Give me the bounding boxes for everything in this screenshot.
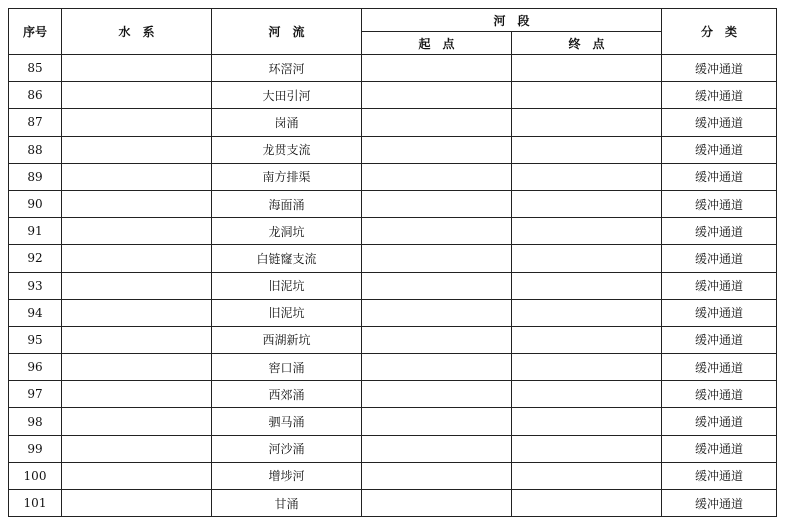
- cell-category: 缓冲通道: [662, 218, 777, 245]
- table-row: [9, 299, 777, 326]
- cell-water-system: [62, 354, 212, 381]
- cell-end: [512, 163, 662, 190]
- table-row: [9, 381, 777, 408]
- cell-river: 龙洞坑: [212, 218, 362, 245]
- cell-category: 缓冲通道: [662, 245, 777, 272]
- cell-start: [362, 245, 512, 272]
- cell-seq: 90: [9, 190, 62, 217]
- cell-seq: 94: [9, 299, 62, 326]
- cell-category: 缓冲通道: [662, 299, 777, 326]
- cell-water-system: [62, 326, 212, 353]
- cell-start: [362, 272, 512, 299]
- cell-water-system: [62, 299, 212, 326]
- cell-seq: 96: [9, 354, 62, 381]
- cell-end: [512, 299, 662, 326]
- table-row: [9, 272, 777, 299]
- table-row: [9, 435, 777, 462]
- cell-seq: 91: [9, 218, 62, 245]
- cell-end: [512, 109, 662, 136]
- cell-seq: 92: [9, 245, 62, 272]
- cell-end: [512, 136, 662, 163]
- cell-seq: 98: [9, 408, 62, 435]
- header-segment: 河 段: [362, 9, 662, 32]
- table-row: [9, 82, 777, 109]
- cell-end: [512, 326, 662, 353]
- cell-start: [362, 136, 512, 163]
- cell-seq: 88: [9, 136, 62, 163]
- cell-river: 龙贯支流: [212, 136, 362, 163]
- cell-water-system: [62, 462, 212, 489]
- table-row: [9, 490, 777, 517]
- table-row: [9, 408, 777, 435]
- header-category: 分 类: [662, 9, 777, 55]
- cell-start: [362, 299, 512, 326]
- cell-water-system: [62, 190, 212, 217]
- cell-category: 缓冲通道: [662, 326, 777, 353]
- cell-end: [512, 272, 662, 299]
- cell-start: [362, 435, 512, 462]
- cell-category: 缓冲通道: [662, 462, 777, 489]
- cell-water-system: [62, 435, 212, 462]
- cell-seq: 97: [9, 381, 62, 408]
- table-row: [9, 55, 777, 82]
- cell-category: 缓冲通道: [662, 136, 777, 163]
- cell-water-system: [62, 245, 212, 272]
- cell-category: 缓冲通道: [662, 490, 777, 517]
- table-row: [9, 354, 777, 381]
- cell-category: 缓冲通道: [662, 408, 777, 435]
- cell-category: 缓冲通道: [662, 435, 777, 462]
- cell-river: 窖口涌: [212, 354, 362, 381]
- cell-category: 缓冲通道: [662, 190, 777, 217]
- cell-category: 缓冲通道: [662, 109, 777, 136]
- cell-category: 缓冲通道: [662, 354, 777, 381]
- cell-end: [512, 82, 662, 109]
- cell-river: 岗涌: [212, 109, 362, 136]
- cell-end: [512, 55, 662, 82]
- cell-seq: 86: [9, 82, 62, 109]
- cell-river: 西郊涌: [212, 381, 362, 408]
- cell-start: [362, 82, 512, 109]
- table-row: [9, 326, 777, 353]
- cell-water-system: [62, 136, 212, 163]
- cell-category: 缓冲通道: [662, 381, 777, 408]
- cell-end: [512, 435, 662, 462]
- cell-category: 缓冲通道: [662, 272, 777, 299]
- cell-river: 西湖新坑: [212, 326, 362, 353]
- table-row: [9, 218, 777, 245]
- cell-end: [512, 245, 662, 272]
- cell-river: 环滘河: [212, 55, 362, 82]
- cell-river: 旧泥坑: [212, 272, 362, 299]
- cell-end: [512, 490, 662, 517]
- header-start: 起 点: [362, 32, 512, 55]
- cell-river: 甘涌: [212, 490, 362, 517]
- cell-river: 南方排渠: [212, 163, 362, 190]
- cell-river: 海面涌: [212, 190, 362, 217]
- cell-start: [362, 408, 512, 435]
- cell-water-system: [62, 381, 212, 408]
- table-row: [9, 163, 777, 190]
- cell-river: 白链窿支流: [212, 245, 362, 272]
- cell-category: 缓冲通道: [662, 163, 777, 190]
- cell-end: [512, 218, 662, 245]
- cell-category: 缓冲通道: [662, 82, 777, 109]
- table-row: [9, 190, 777, 217]
- cell-start: [362, 490, 512, 517]
- cell-water-system: [62, 163, 212, 190]
- table-row: [9, 245, 777, 272]
- header-seq: 序号: [9, 9, 62, 55]
- cell-river: 大田引河: [212, 82, 362, 109]
- cell-end: [512, 408, 662, 435]
- cell-end: [512, 381, 662, 408]
- river-table: [8, 8, 777, 517]
- cell-start: [362, 163, 512, 190]
- table-row: [9, 136, 777, 163]
- header-end: 终 点: [512, 32, 662, 55]
- cell-start: [362, 55, 512, 82]
- cell-seq: 95: [9, 326, 62, 353]
- cell-seq: 89: [9, 163, 62, 190]
- cell-seq: 100: [9, 462, 62, 489]
- cell-river: 河沙涌: [212, 435, 362, 462]
- cell-water-system: [62, 109, 212, 136]
- cell-water-system: [62, 82, 212, 109]
- cell-river: 旧泥坑: [212, 299, 362, 326]
- cell-river: 驷马涌: [212, 408, 362, 435]
- cell-end: [512, 354, 662, 381]
- cell-start: [362, 218, 512, 245]
- cell-start: [362, 190, 512, 217]
- cell-water-system: [62, 272, 212, 299]
- cell-start: [362, 354, 512, 381]
- cell-seq: 101: [9, 490, 62, 517]
- cell-end: [512, 462, 662, 489]
- table-row: [9, 462, 777, 489]
- cell-water-system: [62, 218, 212, 245]
- cell-seq: 93: [9, 272, 62, 299]
- cell-seq: 87: [9, 109, 62, 136]
- cell-river: 增埗河: [212, 462, 362, 489]
- cell-start: [362, 462, 512, 489]
- cell-start: [362, 381, 512, 408]
- cell-end: [512, 190, 662, 217]
- cell-water-system: [62, 490, 212, 517]
- cell-start: [362, 326, 512, 353]
- header-water-system: 水 系: [62, 9, 212, 55]
- cell-start: [362, 109, 512, 136]
- cell-water-system: [62, 55, 212, 82]
- cell-seq: 99: [9, 435, 62, 462]
- cell-category: 缓冲通道: [662, 55, 777, 82]
- table-row: [9, 109, 777, 136]
- cell-seq: 85: [9, 55, 62, 82]
- cell-water-system: [62, 408, 212, 435]
- header-river: 河 流: [212, 9, 362, 55]
